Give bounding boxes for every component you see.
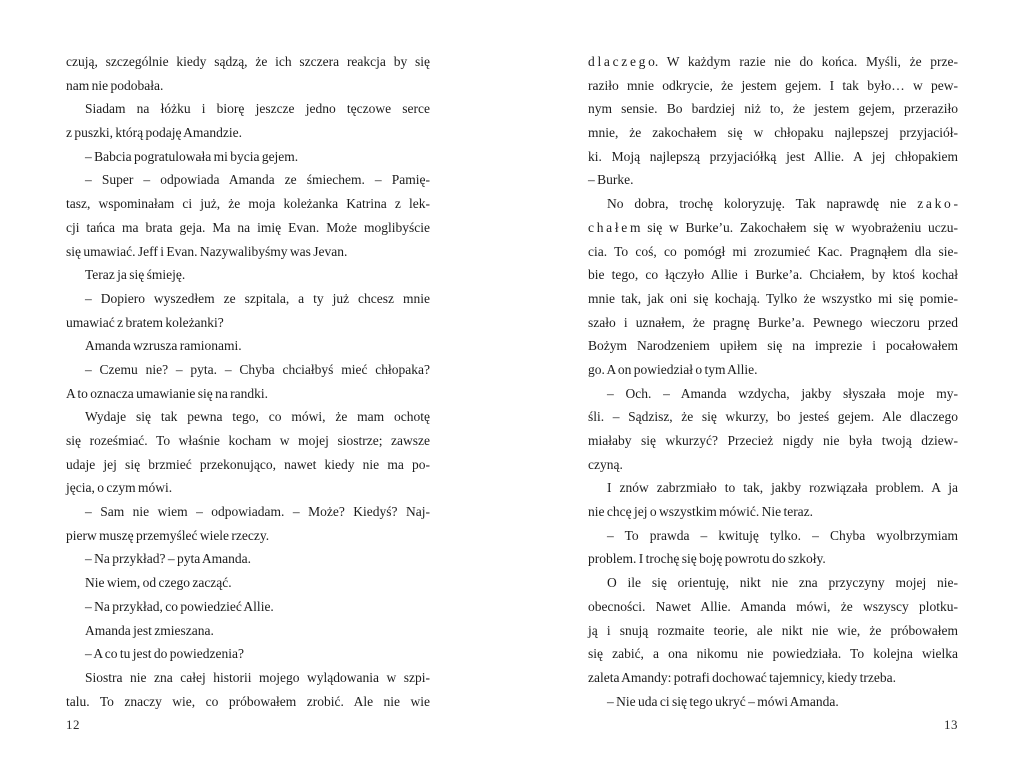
text-line: nym sensie. Bo bardziej niż to, że jestem gejem, przeraziło [588,101,958,117]
text-line: ki. Moją najlepszą przyjaciółką jest Allie. A jej chłopakiem [588,148,958,164]
text-line: – Och. – Amanda wzdycha, jakby słyszała moje my- [607,385,958,401]
text-line: cia. To coś, co pomógł mi zrozumieć Kac. Pragnąłem dla sie- [588,243,958,259]
text-line: czyną. [588,456,623,472]
text-line: się roześmiać. To właśnie kocham w mojej siostrze; zawsze [66,433,430,448]
text-line: – Nie uda ci się tego ukryć – mówi Amanda. [607,693,839,709]
text-line: nie chcę jej o wszystkim mówić. Nie teraz. [588,504,814,520]
text-line: się zabić, a ona nikomu nie powiedziała. To kolejna wielka [588,646,958,662]
text-line: obecności. Nawet Allie. Amanda mówi, że wszyscy plotku- [588,598,958,614]
text-line: Siostra nie zna całej historii mojego wylądowania w szpi- [85,669,430,685]
text-line: go. A on powiedział o tym Allie. [588,361,758,377]
text-line: – Babcia pogratulowała mi bycia gejem. [85,148,299,164]
text-line: I znów zabrzmiało to tak, jakby rozwiązała problem. A ja [607,480,958,496]
text-line: talu. To znaczy wie, co próbowałem zrobić. Ale nie wie [66,693,430,709]
page-right-text [588,50,958,713]
text-line: udaje jej się brzmieć przekonująco, nawet kiedy nie ma po- [66,456,430,472]
text-line: – Czemu nie? – pyta. – Chyba chciałbyś mieć chłopaka? [85,361,430,377]
text-line: d l a c z e g o. W każdym razie nie do końca. Myśli, że prze- [588,54,958,69]
text-line: cji tańca ma brata geja. Ma na imię Evan. Może moglibyście [66,219,430,235]
text-line: jęcia, o czym mówi. [66,480,173,496]
text-line: się umawiać. Jeff i Evan. Nazywalibyśmy was Jevan. [66,243,348,259]
text-line: czują, szczególnie kiedy sądzą, że ich szczera reakcja by się [66,54,430,69]
text-line: Bożym Narodzeniem upiłem się na imprezie i pocałowałem [588,338,958,354]
text-line: No dobra, trochę koloryzuję. Tak naprawdę nie z a k o - [607,196,958,212]
text-line: z puszki, którą podaję Amandzie. [66,125,242,141]
text-line: pierw muszę przemyśleć wiele rzeczy. [66,527,270,543]
text-line: umawiać z bratem koleżanki? [66,314,224,330]
text-line: – Na przykład? – pyta Amanda. [85,551,251,567]
text-line: Siadam na łóżku i biorę jeszcze jedno tęczowe serce [85,101,430,117]
text-line: O ile się orientuję, nikt nie zna przyczyny mojej nie- [607,575,958,591]
text-line: Nie wiem, od czego zacząć. [85,575,232,591]
text-line: c h a ł e m się w Burke’u. Zakochałem się w wyobrażeniu uczu- [588,219,958,235]
page-number-right: 13 [944,717,958,732]
text-line: śli. – Sądzisz, że się wkurzy, bo jesteś gejem. Ale dlaczego [588,409,958,425]
text-line: – Sam nie wiem – odpowiadam. – Może? Kiedyś? Naj- [85,504,430,520]
text-line: tasz, wspominałam ci już, że moja koleżanka Katrina z lek- [66,196,430,212]
page-number-left: 12 [66,717,80,732]
text-line: raziło mnie odkrycie, że jestem gejem. I tak było… w pew- [588,77,958,93]
text-line: – Na przykład, co powiedzieć Allie. [85,598,274,614]
text-line: problem. I trochę się boję powrotu do szkoły. [588,551,826,567]
text-line: – Dopiero wyszedłem ze szpitala, a ty już chcesz mnie [85,290,430,306]
text-line: miałaby się wkurzyć? Przecież nigdy nie była twoją dziew- [588,433,958,448]
text-line: mnie, że zakochałem się w chłopaku najlepszej przyjaciół- [588,125,958,141]
text-line: Teraz ja się śmieję. [85,267,186,283]
text-line: Wydaje się tak pewna tego, co mówi, że mam ochotę [85,409,430,425]
text-line: – To prawda – kwituję tylko. – Chyba wyolbrzymiam [607,527,958,543]
text-line: nam nie podobała. [66,77,164,93]
text-line: – Burke. [588,172,634,188]
text-line: mnie tak, jak oni się kochają. Tylko że wszystko mi się pomie- [588,290,958,306]
page-left-text [66,50,430,713]
text-line: szało i uznałem, że pragnę Burke’a. Pewnego wieczoru przed [588,314,958,330]
text-line: zaleta Amandy: potrafi dochować tajemnicy, kiedy trzeba. [588,669,896,685]
text-line: – Super – odpowiada Amanda ze śmiechem. – Pamię- [85,172,430,188]
text-line: ją i snują rozmaite teorie, ale nikt nie wie, że próbowałem [588,622,958,638]
text-line: bie tego, co łączyło Allie i Burke’a. Chciałem, by ktoś kochał [588,267,958,283]
text-line: Amanda jest zmieszana. [85,622,214,638]
text-line: Amanda wzrusza ramionami. [85,338,242,354]
text-line: – A co tu jest do powiedzenia? [85,646,244,662]
text-line: A to oznacza umawianie się na randki. [66,385,269,401]
